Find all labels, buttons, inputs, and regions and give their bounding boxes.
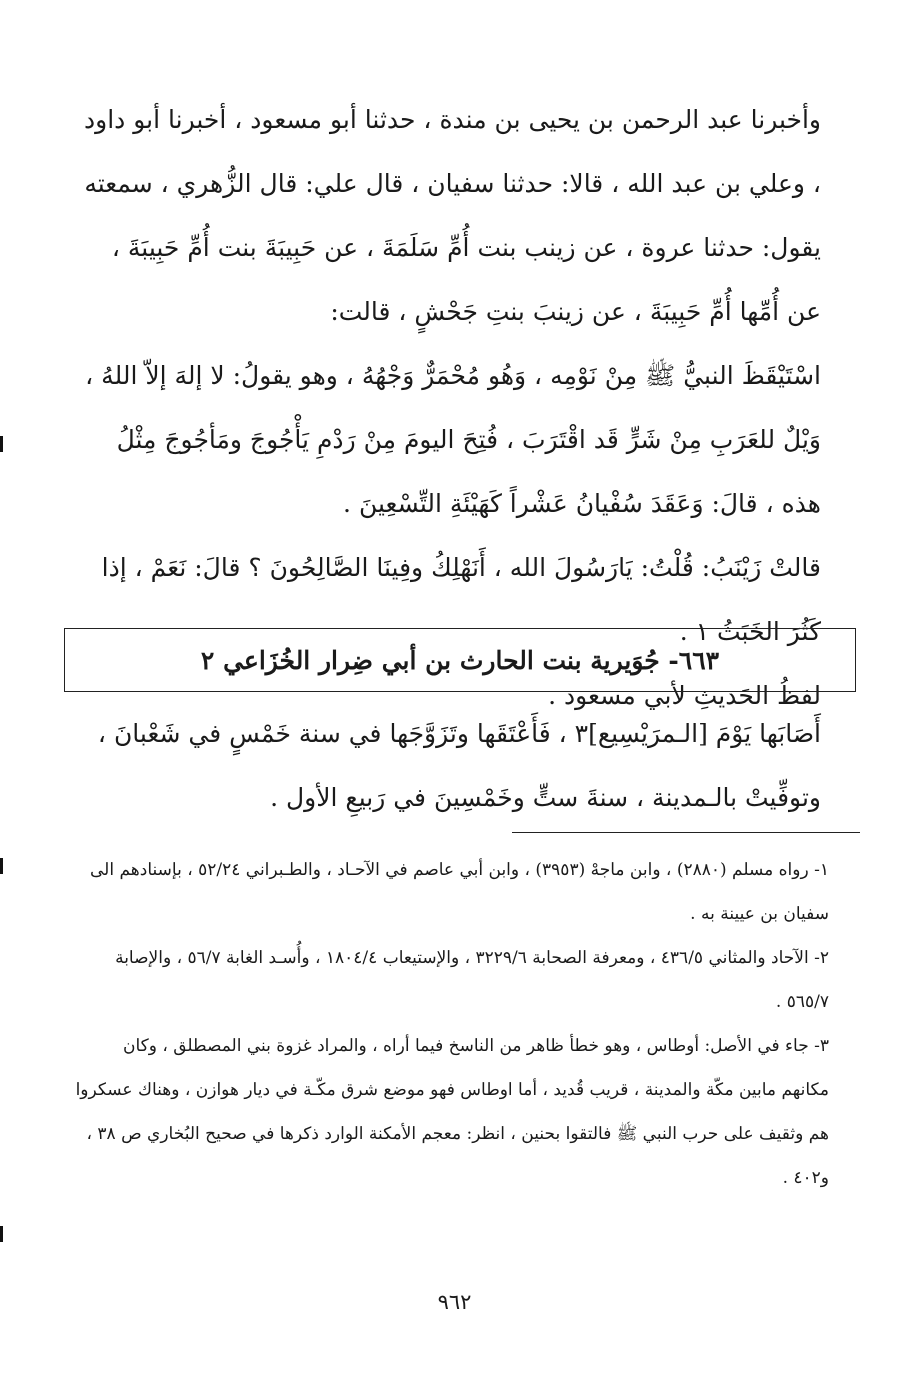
page-number: ٩٦٢ [437, 1290, 472, 1314]
biography-paragraph: أَصَابَها يَوْمَ [الـمرَيْسِيع]٣ ، فَأَعْتَقَها وتَزَوَّجَها في سنة خَمْسٍ في شَعْبانَ ، وتوفِّيتْ بالـمدينة ، سنةَ ستٍّ وخَمْسِينَ في رَبيعِ الأول . [97, 719, 821, 812]
margin-mark [0, 1226, 3, 1242]
footnotes [72, 848, 829, 1200]
isnad-paragraph: وأخبرنا عبد الرحمن بن يحيى بن مندة ، حدثنا أبو مسعود ، أخبرنا أبو داود ، وعلي بن عبد الله ، قالا: حدثنا سفيان ، قال علي: قال الزُّهري ، سمعته يقول: حدثنا عروة ، عن زينب بنت أُمِّ سَلَمَةَ ، عن حَبِيبَةَ بنت أُمِّ حَبِيبَةَ ، عن أُمِّها أُمِّ حَبِيبَةَ ، عن زينبَ بنتِ جَحْشٍ ، قالت: [84, 105, 821, 326]
footnote-2: ٢- الآحاد والمثاني ٤٣٦/٥ ، ومعرفة الصحابة ٣٢٢٩/٦ ، والإستيعاب ١٨٠٤/٤ ، وأُسـد الغابة ٥٦/٧ ، والإصابة ٥٦٥/٧ . [115, 948, 829, 1012]
footnote-3: ٣- جاء في الأصل: أوطاس ، وهو خطأ ظاهر من الناسخ فيما أراه ، والمراد غزوة بني المصطلق ، وكان مكانهم مابين مكّة والمدينة ، قريب قُديد ، أما اوطاس فهو موضع شرق مكّـة في ديار هوازن ، وهناك عسكروا هم وثقيف على حرب النبي ﷺ فالتقوا بحنين ، انظر: معجم الأمكنة الوارد ذكرها في صحيح البُخاري ص ٣٨ ، و٤٠٢ . [75, 1036, 829, 1188]
section-title: ٦٦٣- جُوَيرية بنت الحارث بن أبي ضِرار الخُزَاعي ٢ [200, 645, 720, 675]
dialogue-paragraph: قالتْ زَيْنَبُ: قُلْتُ: يَارَسُولَ الله ، أَنَهْلِكُ وفِينَا الصَّالِحُونَ ؟ قالَ: نَعَمْ ، إذا كَثُرَ الخَبَثُ ١ . [101, 553, 821, 646]
section-title-box [64, 628, 856, 692]
footnote-1: ١- رواه مسلم (٢٨٨٠) ، وابن ماجهْ (٣٩٥٣) ، وابن أبي عاصم في الآحـاد ، والطـبراني ٥٢/٢٤ ، بإسنادهم الى سفيان بن عيينة به . [90, 860, 829, 924]
margin-mark [0, 858, 3, 874]
biography-text [72, 702, 821, 830]
hadith-paragraph: اسْتَيْقَظَ النبيُّ ﷺ مِنْ نَوْمِه ، وَهُو مُحْمَرٌّ وَجْهُهُ ، وهو يقولُ: لا إلهَ إلاّ اللهُ ، وَيْلٌ للعَرَبِ مِنْ شَرٍّ قَد اقْتَرَبَ ، فُتِحَ اليومَ مِنْ رَدْمِ يَأْجُوجَ ومَأجُوجَ مِثْلُ هذه ، قالَ: وَعَقَدَ سُفْيانُ عَشْراً كَهَيْئَةِ التِّسْعِينَ . [85, 361, 821, 518]
footnote-separator [512, 832, 860, 833]
margin-mark [0, 436, 3, 452]
attribution-paragraph: لفظُ الحَديثِ لأبي مسعود . [548, 681, 821, 710]
